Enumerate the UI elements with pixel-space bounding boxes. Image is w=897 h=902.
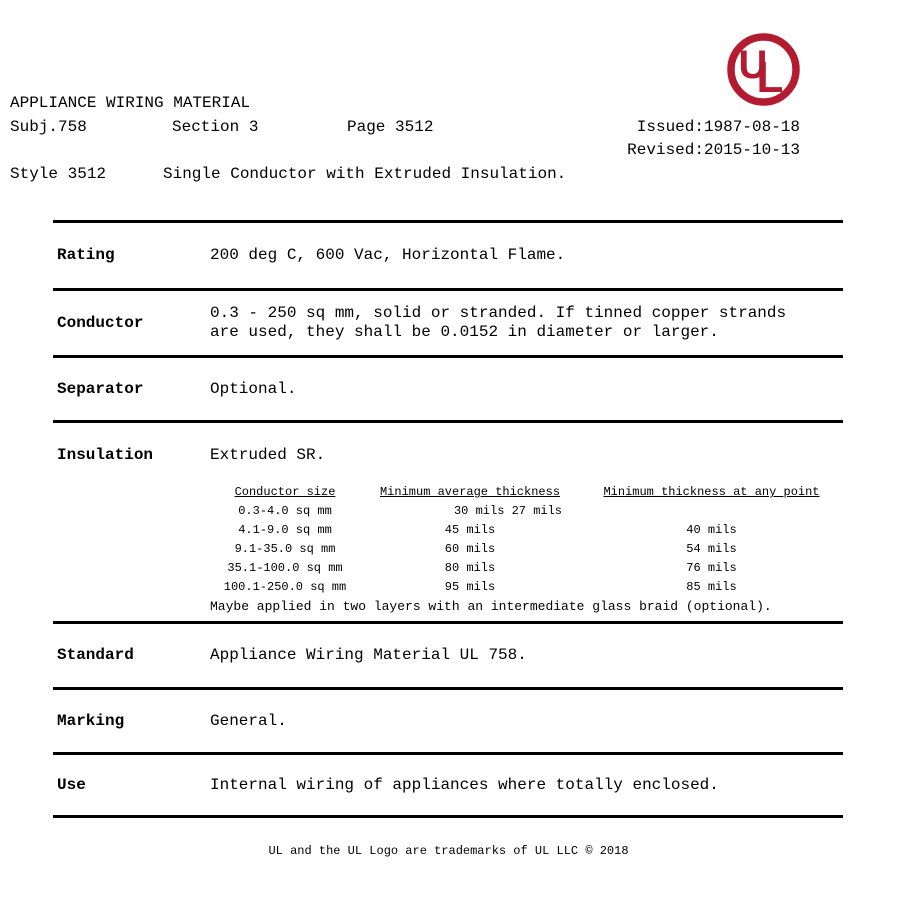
row-value: 200 deg C, 600 Vac, Horizontal Flame. — [210, 246, 566, 264]
style-number: Style 3512 — [10, 165, 107, 183]
row-label: Standard — [57, 646, 134, 664]
avg-thickness-cell: 95 mils — [444, 580, 496, 594]
table-row-use — [53, 752, 843, 818]
min-thickness-cell — [580, 502, 843, 521]
table-row-marking — [53, 687, 843, 752]
row-label: Rating — [57, 246, 115, 264]
row-value: Internal wiring of appliances where totally enclosed. — [210, 775, 719, 794]
row-value: 0.3 - 250 sq mm, solid or stranded. If tinned copper strands are used, they shall be 0.0152 in diameter or larger. — [210, 304, 787, 341]
conductor-size-cell: 0.3-4.0 sq mm — [238, 504, 332, 518]
table-row-standard — [53, 621, 843, 687]
row-label: Insulation — [57, 446, 154, 464]
ul-logo-letter-l: L — [756, 53, 784, 102]
thickness-row — [210, 559, 843, 578]
document-title: APPLIANCE WIRING MATERIAL — [10, 94, 251, 112]
insulation-note: Maybe applied in two layers with an intermediate glass braid (optional). — [210, 599, 772, 614]
table-row-conductor — [53, 288, 843, 355]
avg-thickness-cell: 45 mils — [444, 523, 496, 537]
table-row-rating — [53, 220, 843, 288]
avg-thickness-cell: 60 mils — [444, 542, 496, 556]
row-value: Appliance Wiring Material UL 758. — [210, 646, 527, 664]
header-revised-row — [10, 141, 897, 160]
min-thickness-cell: 54 mils — [686, 542, 737, 556]
min-thickness-cell: 76 mils — [686, 561, 737, 575]
row-label: Marking — [57, 711, 125, 730]
style-description: Single Conductor with Extruded Insulation. — [163, 165, 567, 183]
column-header-conductor-size: Conductor size — [234, 485, 336, 499]
row-label: Conductor — [57, 313, 144, 332]
thickness-row — [210, 521, 843, 540]
row-value: General. — [210, 711, 287, 730]
column-header-min-avg-thickness: Minimum average thickness — [379, 485, 561, 499]
min-thickness-cell: 85 mils — [686, 580, 737, 594]
insulation-material: Extruded SR. — [210, 446, 326, 464]
conductor-size-cell: 9.1-35.0 sq mm — [234, 542, 336, 556]
thickness-header-row — [210, 483, 843, 502]
table-row-separator — [53, 355, 843, 420]
page-number: Page 3512 — [347, 118, 434, 136]
conductor-size-cell: 35.1-100.0 sq mm — [227, 561, 343, 575]
ul-logo-letter-u: U — [738, 43, 768, 87]
revised-date: Revised:2015-10-13 — [627, 141, 800, 159]
style-row — [10, 165, 897, 184]
header-meta-row — [10, 118, 897, 137]
table-row-insulation — [53, 420, 843, 621]
conductor-size-cell: 100.1-250.0 sq mm — [223, 580, 347, 594]
row-value — [210, 446, 843, 616]
spec-table — [53, 220, 843, 818]
avg-thickness-cell: 80 mils — [444, 561, 496, 575]
issued-date: Issued:1987-08-18 — [636, 118, 800, 136]
column-header-min-thickness-any-point: Minimum thickness at any point — [603, 485, 820, 499]
insulation-thickness-table — [210, 483, 843, 616]
row-label: Use — [57, 775, 86, 794]
footer-trademark: UL and the UL Logo are trademarks of UL LLC © 2018 — [268, 844, 629, 858]
thickness-row — [210, 540, 843, 559]
avg-thickness-cell: 30 mils 27 mils — [453, 504, 563, 518]
row-label: Separator — [57, 379, 144, 398]
section-number: Section 3 — [172, 118, 259, 136]
row-value: Optional. — [210, 379, 297, 398]
subject-number: Subj.758 — [10, 118, 87, 136]
conductor-size-cell: 4.1-9.0 sq mm — [238, 523, 332, 537]
thickness-row — [210, 578, 843, 597]
thickness-row — [210, 502, 843, 521]
min-thickness-cell: 40 mils — [686, 523, 737, 537]
